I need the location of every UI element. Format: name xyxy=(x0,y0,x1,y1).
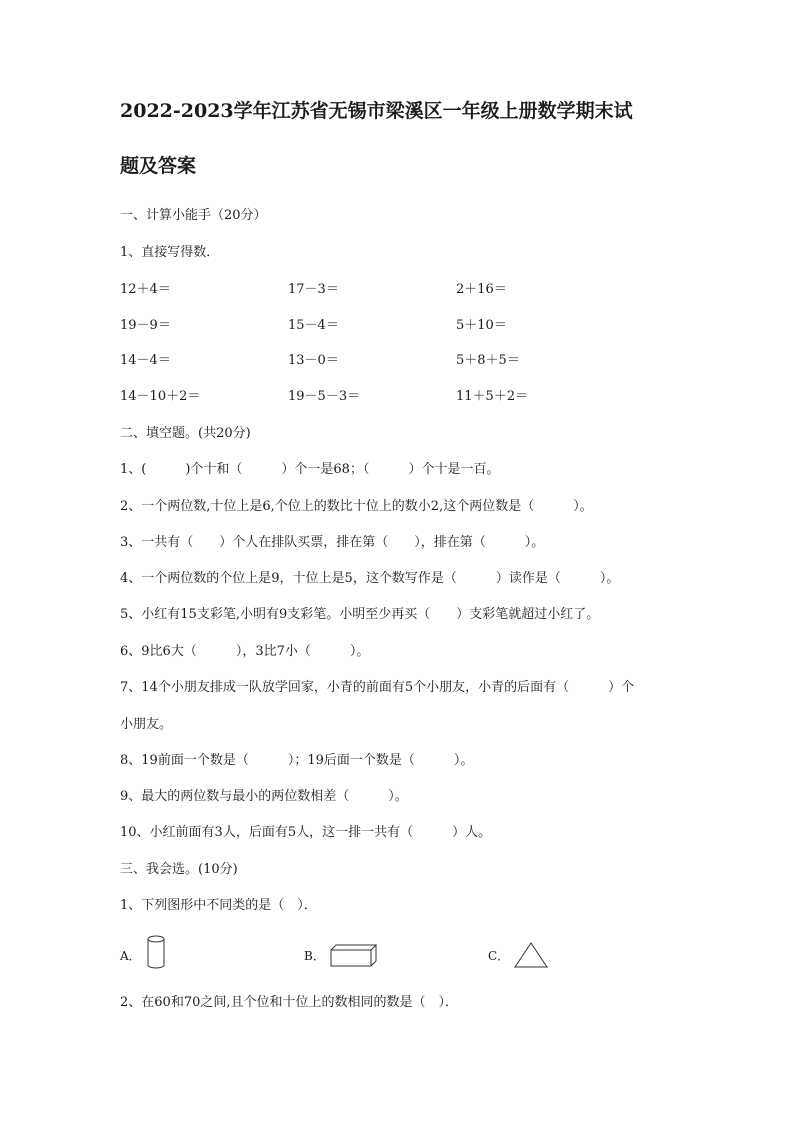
section1-heading: 一、计算小能手（20分） xyxy=(120,208,267,223)
calc-1-3: 2＋16＝ xyxy=(456,282,507,297)
calc-2-3: 5＋10＝ xyxy=(456,318,507,333)
calc-4-3: 11＋5＋2＝ xyxy=(456,389,529,404)
calc-1-1: 12＋4＝ xyxy=(120,282,171,297)
cylinder-icon xyxy=(146,935,168,971)
choice-q1: 1、下列图形中不同类的是（ ）． xyxy=(120,898,317,913)
calc-4-1: 14－10＋2＝ xyxy=(120,389,201,404)
section1-q1: 1、直接写得数． xyxy=(120,245,220,260)
option-a-label: A． xyxy=(120,949,141,963)
fill-item-7-continued: 小朋友。 xyxy=(120,717,173,732)
calc-3-2: 13－0＝ xyxy=(288,353,339,368)
fill-item-8: 8、19前面一个数是（ ）；19后面一个数是（ ）。 xyxy=(120,753,474,768)
calc-2-1: 19－9＝ xyxy=(120,318,171,333)
fill-item-1: 1、( )个十和（ ）个一是68；（ ）个十是一百。 xyxy=(120,462,500,477)
title-line-1: 2022-2023学年江苏省无锡市梁溪区一年级上册数学期末试 xyxy=(120,100,633,122)
fill-item-10: 10、小红前面有3人，后面有5人，这一排一共有（ ）人。 xyxy=(120,825,492,840)
calc-3-3: 5＋8＋5＝ xyxy=(456,353,520,368)
title-line-2: 题及答案 xyxy=(120,155,197,177)
section3-heading: 三、我会选。(10分) xyxy=(120,862,238,877)
triangle-icon xyxy=(513,941,549,969)
fill-item-3: 3、一共有（ ）个人在排队买票，排在第（ ），排在第（ ）。 xyxy=(120,535,545,550)
cuboid-icon xyxy=(330,944,378,968)
fill-item-4: 4、一个两位数的个位上是9，十位上是5，这个数写作是（ ）读作是（ ）。 xyxy=(120,571,620,586)
choice-q2: 2、在60和70之间,且个位和十位上的数相同的数是（ ）． xyxy=(120,995,458,1010)
fill-item-6: 6、9比6大（ ），3比7小（ ）。 xyxy=(120,644,370,659)
fill-item-2: 2、一个两位数,十位上是6,个位上的数比十位上的数小2,这个两位数是（ ）。 xyxy=(120,499,593,514)
fill-item-9: 9、最大的两位数与最小的两位数相差（ ）。 xyxy=(120,789,408,804)
fill-item-5: 5、小红有15支彩笔,小明有9支彩笔。小明至少再买（ ）支彩笔就超过小红了。 xyxy=(120,607,600,622)
calc-2-2: 15－4＝ xyxy=(288,318,339,333)
fill-item-7: 7、14个小朋友排成一队放学回家，小青的前面有5个小朋友，小青的后面有（ ）个 xyxy=(120,680,635,695)
option-b-label: B． xyxy=(304,949,325,963)
calc-3-1: 14－4＝ xyxy=(120,353,171,368)
option-c-label: C． xyxy=(488,949,510,963)
calc-1-2: 17－3＝ xyxy=(288,282,339,297)
calc-4-2: 19－5－3＝ xyxy=(288,389,361,404)
section2-heading: 二、填空题。(共20分) xyxy=(120,426,251,441)
